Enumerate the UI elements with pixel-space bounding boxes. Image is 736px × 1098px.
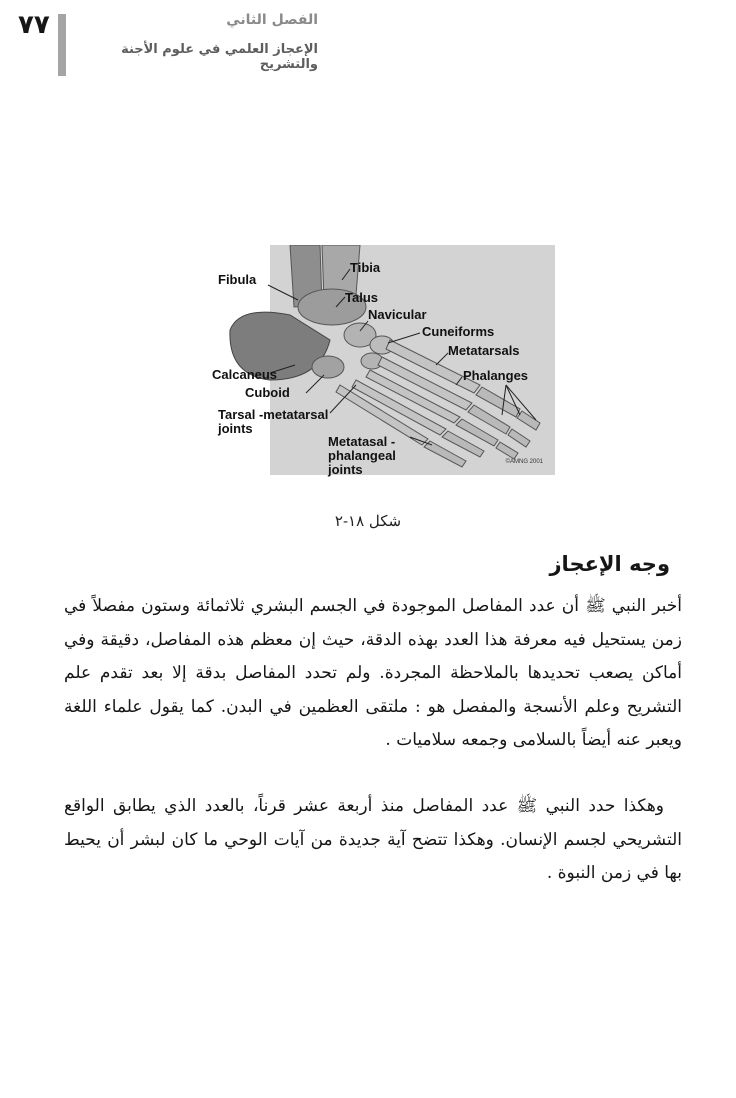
label-cuneiforms: Cuneiforms xyxy=(422,324,495,339)
label-tarsal-metatarsal-joints xyxy=(218,408,328,436)
figure-caption: شكل ١٨-٢ xyxy=(334,512,402,530)
foot-skeleton-figure xyxy=(210,245,555,483)
label-tarsal-line2: joints xyxy=(218,421,253,436)
figure-watermark: ©AMNG 2001 xyxy=(505,459,543,465)
header-bar xyxy=(58,14,66,76)
body-paragraph-2: وهكذا حدد النبي ﷺ عدد المفاصل منذ أربعة عشر قرناً، بالعدد الذي يطابق الواقع التشريحي لجسم الإنسان. وهكذا تتضح آية جديدة من آيات الوحي ما كان لبشر أن يحيط بها في زمن النبوة . xyxy=(64,796,682,883)
page-number: ٧٧ xyxy=(18,10,50,40)
label-talus: Talus xyxy=(345,290,378,305)
label-cuboid: Cuboid xyxy=(245,385,290,400)
label-tarsal-line1: Tarsal -metatarsal xyxy=(218,407,329,422)
label-tibia: Tibia xyxy=(350,260,381,275)
label-calcaneus: Calcaneus xyxy=(212,367,278,382)
label-meta-line1: Metatasal - xyxy=(328,434,396,449)
label-metatarsals: Metatarsals xyxy=(448,343,520,358)
chapter-title: الفصل الثاني xyxy=(226,12,318,28)
chapter-subtitle: الإعجاز العلمي في علوم الأجنة والتشريح xyxy=(121,42,318,72)
label-meta-line3: joints xyxy=(328,462,363,477)
body-paragraph-1: أخبر النبي ﷺ أن عدد المفاصل الموجودة في الجسم البشري ثلاثمائة وستون مفصلاً في زمن يستحيل فيه معرفة هذا العدد بهذه الدقة، حيث إن معظم هذه المفاصل، دقيقة وفي أماكن يصعب تحديدها بالملاحظة المجردة. ولم تحدد المفاصل بدقة إلا بعد تقدم علم التشريح وعلم الأنسجة والمفصل هو : ملتقى العظمين في البدن. كما يقول علماء اللغة ويعبر عنه أيضاً بالسلامى وجمعه سلاميات . xyxy=(64,596,682,750)
label-phalanges: Phalanges xyxy=(463,368,529,383)
label-fibula: Fibula xyxy=(218,272,257,287)
label-metatarsal-phalangeal-joints xyxy=(328,435,396,477)
label-navicular: Navicular xyxy=(368,307,427,322)
section-heading: وجه الإعجاز xyxy=(549,552,670,576)
running-header xyxy=(78,12,318,72)
label-meta-line2: phalangeal xyxy=(328,448,396,463)
